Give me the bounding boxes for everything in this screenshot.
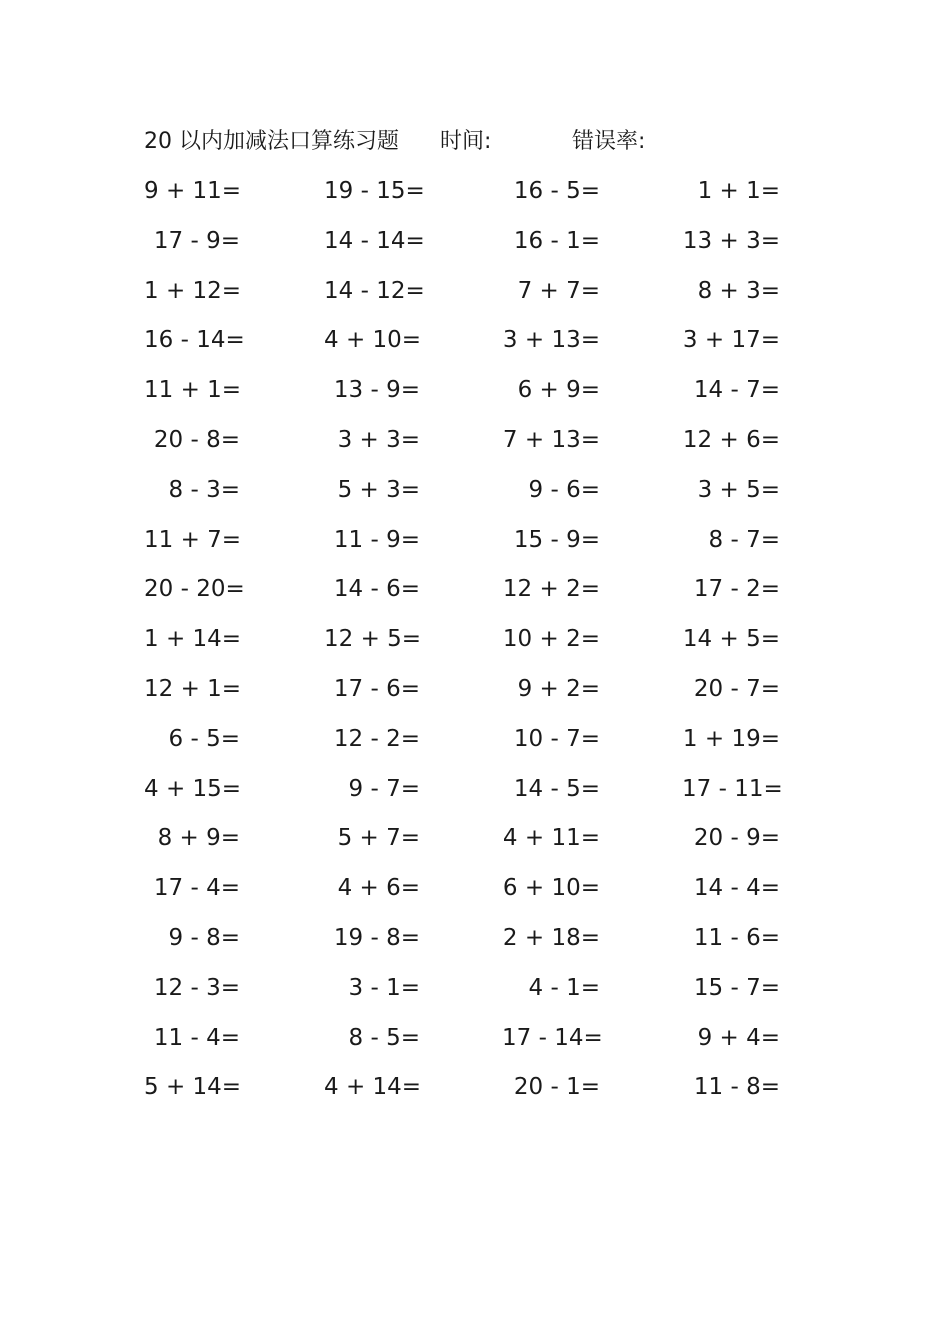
problem-item: 8 + 9= — [157, 825, 240, 852]
problem-item: 4 + 11= — [502, 825, 600, 852]
problem-item: 4 + 14= — [324, 1074, 422, 1101]
problem-row — [144, 523, 824, 573]
problem-item: 8 - 5= — [348, 1024, 420, 1051]
problem-item: 10 - 7= — [513, 725, 600, 752]
problem-item: 17 - 4= — [153, 875, 240, 902]
problem-item: 11 - 6= — [693, 924, 780, 951]
problem-item: 5 + 3= — [337, 476, 420, 503]
problem-item: 17 - 11= — [682, 775, 783, 802]
problem-item: 17 - 14= — [502, 1024, 603, 1051]
problem-item: 14 - 7= — [693, 377, 780, 404]
problem-item: 12 - 3= — [153, 974, 240, 1001]
problem-item: 17 - 2= — [693, 576, 780, 603]
problem-row — [144, 871, 824, 921]
problem-item: 12 + 1= — [144, 675, 242, 702]
problem-item: 4 - 1= — [528, 974, 600, 1001]
problem-item: 12 + 5= — [324, 626, 422, 653]
problem-item: 11 + 1= — [144, 377, 242, 404]
problem-item: 15 - 7= — [693, 974, 780, 1001]
problem-row — [144, 921, 824, 971]
problem-item: 9 + 4= — [697, 1024, 780, 1051]
problem-item: 15 - 9= — [513, 526, 600, 553]
problem-item: 19 - 8= — [333, 924, 420, 951]
problem-row — [144, 821, 824, 871]
problem-item: 1 + 1= — [697, 178, 780, 204]
problem-item: 7 + 7= — [517, 277, 600, 304]
problem-row — [144, 971, 824, 1021]
problem-item: 20 - 1= — [513, 1074, 600, 1101]
problem-item: 6 + 10= — [502, 875, 600, 902]
problem-item: 4 + 15= — [144, 775, 242, 802]
problem-item: 12 + 6= — [682, 426, 780, 453]
problem-item: 1 + 19= — [682, 725, 780, 752]
problem-row — [144, 572, 824, 622]
problem-item: 16 - 14= — [144, 327, 245, 354]
problem-grid — [144, 174, 824, 1120]
problem-item: 2 + 18= — [502, 924, 600, 951]
problem-item: 10 + 2= — [502, 626, 600, 653]
problem-item: 12 + 2= — [502, 576, 600, 603]
problem-item: 9 - 8= — [168, 924, 240, 951]
problem-item: 16 - 5= — [513, 178, 600, 204]
problem-row — [144, 174, 824, 224]
problem-row — [144, 1070, 824, 1120]
problem-row — [144, 423, 824, 473]
problem-item: 8 - 3= — [168, 476, 240, 503]
worksheet-title: 20 以内加减法口算练习题 — [144, 129, 399, 154]
problem-item: 14 - 5= — [513, 775, 600, 802]
problem-item: 11 - 4= — [153, 1024, 240, 1051]
problem-row — [144, 722, 824, 772]
problem-row — [144, 224, 824, 274]
problem-item: 16 - 1= — [513, 227, 600, 254]
error-rate-label: 错误率: — [572, 129, 646, 154]
problem-item: 17 - 6= — [333, 675, 420, 702]
problem-item: 3 + 5= — [697, 476, 780, 503]
problem-item: 19 - 15= — [324, 178, 425, 204]
problem-item: 5 + 7= — [337, 825, 420, 852]
problem-item: 1 + 12= — [144, 277, 242, 304]
problem-row — [144, 622, 824, 672]
problem-item: 5 + 14= — [144, 1074, 242, 1101]
problem-row — [144, 1021, 824, 1071]
problem-item: 20 - 7= — [693, 675, 780, 702]
problem-item: 14 - 6= — [333, 576, 420, 603]
problem-item: 3 - 1= — [348, 974, 420, 1001]
problem-item: 3 + 17= — [682, 327, 780, 354]
problem-item: 11 - 8= — [693, 1074, 780, 1101]
problem-item: 9 + 11= — [144, 178, 242, 204]
problem-item: 3 + 13= — [502, 327, 600, 354]
problem-item: 8 - 7= — [708, 526, 780, 553]
problem-item: 14 + 5= — [682, 626, 780, 653]
problem-item: 20 - 8= — [153, 426, 240, 453]
problem-row — [144, 274, 824, 324]
problem-item: 14 - 14= — [324, 227, 425, 254]
problem-item: 14 - 12= — [324, 277, 425, 304]
problem-item: 6 + 9= — [517, 377, 600, 404]
problem-row — [144, 373, 824, 423]
problem-item: 14 - 4= — [693, 875, 780, 902]
problem-item: 20 - 20= — [144, 576, 245, 603]
problem-item: 7 + 13= — [502, 426, 600, 453]
problem-item: 4 + 6= — [337, 875, 420, 902]
problem-row — [144, 772, 824, 822]
problem-row — [144, 473, 824, 523]
problem-item: 9 - 7= — [348, 775, 420, 802]
problem-item: 3 + 3= — [337, 426, 420, 453]
problem-item: 9 + 2= — [517, 675, 600, 702]
problem-item: 1 + 14= — [144, 626, 242, 653]
problem-item: 6 - 5= — [168, 725, 240, 752]
problem-item: 9 - 6= — [528, 476, 600, 503]
time-label: 时间: — [440, 129, 492, 154]
problem-item: 4 + 10= — [324, 327, 422, 354]
problem-item: 13 + 3= — [682, 227, 780, 254]
problem-item: 11 - 9= — [333, 526, 420, 553]
problem-item: 12 - 2= — [333, 725, 420, 752]
problem-item: 17 - 9= — [153, 227, 240, 254]
problem-item: 13 - 9= — [333, 377, 420, 404]
problem-item: 20 - 9= — [693, 825, 780, 852]
problem-item: 8 + 3= — [697, 277, 780, 304]
problem-row — [144, 323, 824, 373]
problem-row — [144, 672, 824, 722]
problem-item: 11 + 7= — [144, 526, 242, 553]
